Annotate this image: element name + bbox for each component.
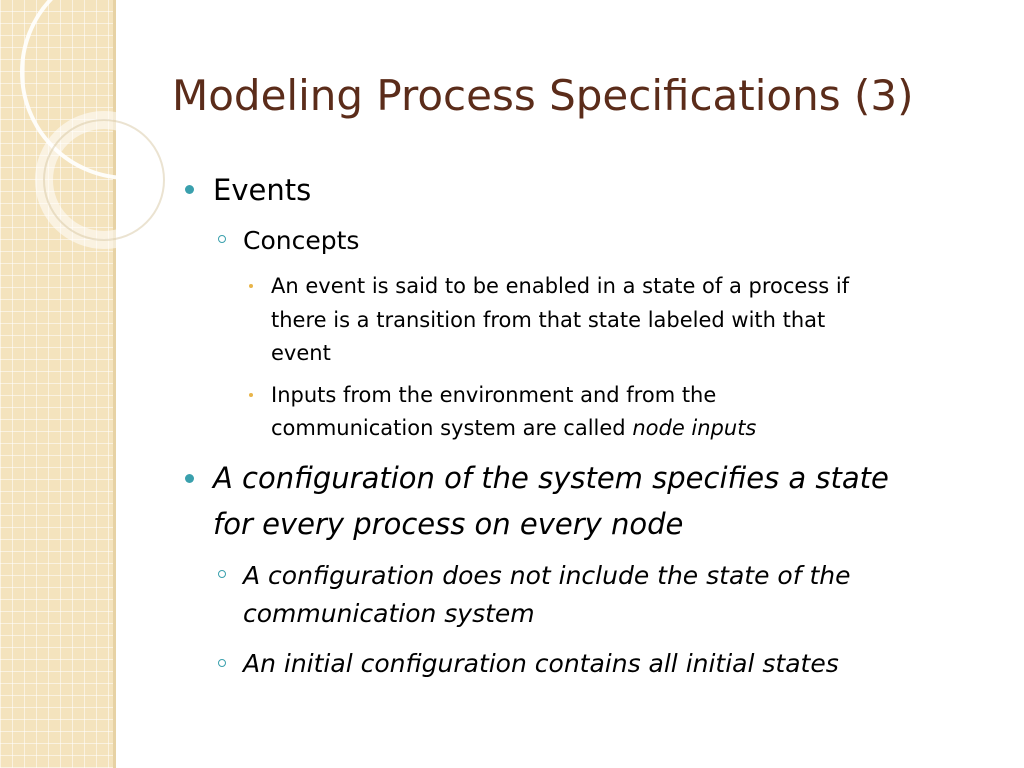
bullet-ring-level2 (218, 570, 226, 578)
bullet-config-excludes-line1: A configuration does not include the state of the (243, 561, 851, 590)
bullet-initial-configuration: An initial configuration contains all initial states (243, 649, 839, 678)
bullet-ring-level2 (218, 235, 226, 243)
slide-title: Modeling Process Specifications (3) (172, 71, 914, 120)
bullet-concepts: Concepts (243, 226, 360, 255)
bullet-configuration-line2: for every process on every node (213, 507, 684, 541)
bullet-dot-level3 (249, 393, 253, 397)
bullet-dot-level1 (185, 185, 194, 194)
bullet-enabled-event-line1: An event is said to be enabled in a state of a process if (271, 274, 850, 298)
bullet-dot-level3 (249, 284, 253, 288)
node-inputs-italic-term: node inputs (632, 416, 757, 440)
bullet-node-inputs-line2 (271, 412, 756, 444)
bullet-configuration-line1: A configuration of the system specifies a state (213, 461, 889, 495)
bullet-config-excludes-line2: communication system (243, 599, 535, 628)
bullet-dot-level1 (185, 474, 194, 483)
bullet-enabled-event-line2: there is a transition from that state labeled with that (271, 308, 826, 332)
node-inputs-plain-text: communication system are called (271, 416, 633, 440)
bullet-enabled-event-line3: event (271, 341, 331, 365)
bullet-events: Events (213, 173, 312, 207)
bullet-ring-level2 (218, 659, 226, 667)
bullet-node-inputs-line1: Inputs from the environment and from the (271, 383, 717, 407)
